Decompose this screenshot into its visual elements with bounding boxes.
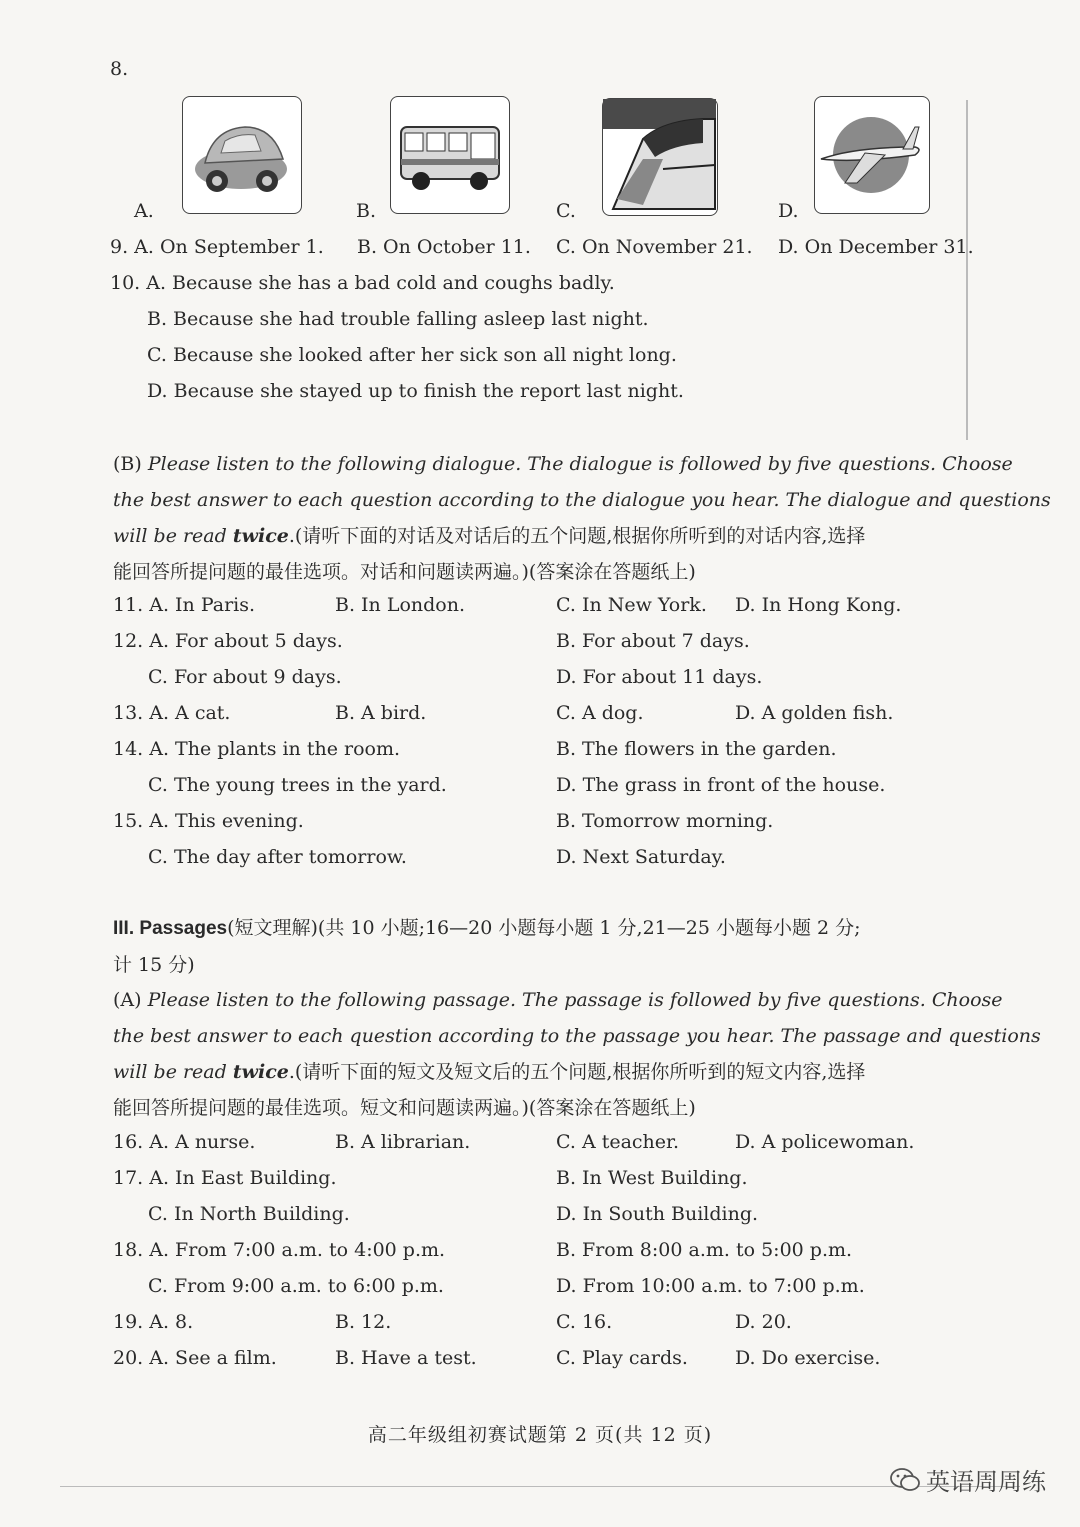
q14-option-b: B. The flowers in the garden.	[556, 738, 837, 760]
q14-option-a: 14. A. The plants in the room.	[113, 738, 401, 760]
q19-option-b: B. 12.	[335, 1311, 392, 1333]
q20-option-a: 20. A. See a film.	[113, 1347, 277, 1369]
q12-option-a: 12. A. For about 5 days.	[113, 630, 343, 652]
wechat-icon	[890, 1467, 920, 1499]
q8-option-d-letter: D.	[778, 200, 799, 222]
part-a-instr-line1: Please listen to the following passage. The passage is followed by five questions. Choose	[147, 989, 1003, 1011]
watermark-text: 英语周周练	[926, 1468, 1046, 1496]
q8-option-d-picture	[814, 96, 930, 214]
part-a-instr-line3a: will be read	[113, 1061, 227, 1083]
q13-option-c: C. A dog.	[556, 702, 644, 724]
q17-option-c: C. In North Building.	[148, 1203, 350, 1225]
q9-option-d: D. On December 31.	[778, 236, 974, 258]
part-a-instr-line4: 能回答所提问题的最佳选项。短文和问题读两遍。)(答案涂在答题纸上)	[113, 1097, 696, 1119]
part-b-instr-line3c: .(请听下面的对话及对话后的五个问题,根据你所听到的对话内容,选择	[288, 525, 866, 547]
q11-option-b: B. In London.	[335, 594, 465, 616]
q18-option-a: 18. A. From 7:00 a.m. to 4:00 p.m.	[113, 1239, 446, 1261]
q10-option-c: C. Because she looked after her sick son all night long.	[147, 344, 677, 366]
part-b-instr-line1: Please listen to the following dialogue. The dialogue is followed by five questions. Choose	[147, 453, 1013, 475]
q8-option-a-picture	[182, 96, 302, 214]
part-b-label: (B)	[113, 453, 142, 475]
q16-option-c: C. A teacher.	[556, 1131, 680, 1153]
page-footer: 高二年级组初赛试题第 2 页(共 12 页)	[367, 1424, 713, 1446]
q15-option-c: C. The day after tomorrow.	[148, 846, 407, 868]
q15-option-a: 15. A. This evening.	[113, 810, 304, 832]
q20-option-d: D. Do exercise.	[735, 1347, 881, 1369]
q11-option-d: D. In Hong Kong.	[735, 594, 902, 616]
q9-option-b: B. On October 11.	[357, 236, 531, 258]
q11-option-a: 11. A. In Paris.	[113, 594, 256, 616]
part-a-instr-twice: twice	[232, 1061, 289, 1083]
q11-option-c: C. In New York.	[556, 594, 707, 616]
q13-option-d: D. A golden fish.	[735, 702, 894, 724]
part-a-instructions	[113, 982, 1041, 1126]
section-3-header	[113, 910, 978, 983]
q17-option-d: D. In South Building.	[556, 1203, 759, 1225]
part-b-instr-line4: 能回答所提问题的最佳选项。对话和问题读两遍。)(答案涂在答题纸上)	[113, 561, 696, 583]
car-icon	[183, 97, 300, 212]
q10-option-d: D. Because she stayed up to finish the report last night.	[147, 380, 684, 402]
q8-option-a-letter: A.	[134, 200, 154, 222]
page-edge-line	[966, 100, 968, 440]
train-icon	[603, 99, 716, 214]
q9-option-c: C. On November 21.	[556, 236, 753, 258]
q15-option-d: D. Next Saturday.	[556, 846, 726, 868]
q12-option-d: D. For about 11 days.	[556, 666, 763, 688]
q19-option-c: C. 16.	[556, 1311, 613, 1333]
q17-option-a: 17. A. In East Building.	[113, 1167, 337, 1189]
airplane-icon	[815, 97, 928, 212]
q19-option-a: 19. A. 8.	[113, 1311, 194, 1333]
q8-option-c-picture	[602, 98, 718, 216]
part-a-label: (A)	[113, 989, 142, 1011]
q8-option-c-letter: C.	[556, 200, 576, 222]
part-b-instr-line2: the best answer to each question according to the dialogue you hear. The dialogue and questions	[113, 489, 1051, 511]
q8-option-b-letter: B.	[356, 200, 377, 222]
q12-option-c: C. For about 9 days.	[148, 666, 342, 688]
q10-option-a: 10. A. Because she has a bad cold and coughs badly.	[110, 272, 615, 294]
q18-option-c: C. From 9:00 a.m. to 6:00 p.m.	[148, 1275, 444, 1297]
q16-option-b: B. A librarian.	[335, 1131, 471, 1153]
q13-option-b: B. A bird.	[335, 702, 427, 724]
q17-option-b: B. In West Building.	[556, 1167, 748, 1189]
q19-option-d: D. 20.	[735, 1311, 792, 1333]
q14-option-d: D. The grass in front of the house.	[556, 774, 886, 796]
part-b-instr-line3a: will be read	[113, 525, 227, 547]
q18-option-b: B. From 8:00 a.m. to 5:00 p.m.	[556, 1239, 853, 1261]
q16-option-a: 16. A. A nurse.	[113, 1131, 256, 1153]
q20-option-b: B. Have a test.	[335, 1347, 477, 1369]
question-8-number: 8.	[110, 58, 129, 80]
part-a-instr-line2: the best answer to each question according to the passage you hear. The passage and questions	[113, 1025, 1041, 1047]
q18-option-d: D. From 10:00 a.m. to 7:00 p.m.	[556, 1275, 865, 1297]
section-3-title-cn: (短文理解)(共 10 小题;16—20 小题每小题 1 分,21—25 小题每小题 2 分;	[227, 917, 861, 939]
section-3-title-cn2: 计 15 分)	[113, 954, 195, 976]
q12-option-b: B. For about 7 days.	[556, 630, 750, 652]
watermark	[890, 1462, 1046, 1499]
part-a-instr-line3c: .(请听下面的短文及短文后的五个问题,根据你所听到的短文内容,选择	[288, 1061, 866, 1083]
section-3-title: III. Passages	[113, 918, 228, 939]
q16-option-d: D. A policewoman.	[735, 1131, 915, 1153]
q20-option-c: C. Play cards.	[556, 1347, 688, 1369]
q14-option-c: C. The young trees in the yard.	[148, 774, 447, 796]
part-b-instr-twice: twice	[232, 525, 289, 547]
footer-divider	[60, 1486, 1020, 1487]
q9-option-a: 9. A. On September 1.	[110, 236, 324, 258]
q15-option-b: B. Tomorrow morning.	[556, 810, 774, 832]
q8-option-b-picture	[390, 96, 510, 214]
part-b-instructions	[113, 446, 1051, 590]
bus-icon	[391, 97, 508, 212]
q13-option-a: 13. A. A cat.	[113, 702, 231, 724]
q10-option-b: B. Because she had trouble falling asleep last night.	[147, 308, 649, 330]
